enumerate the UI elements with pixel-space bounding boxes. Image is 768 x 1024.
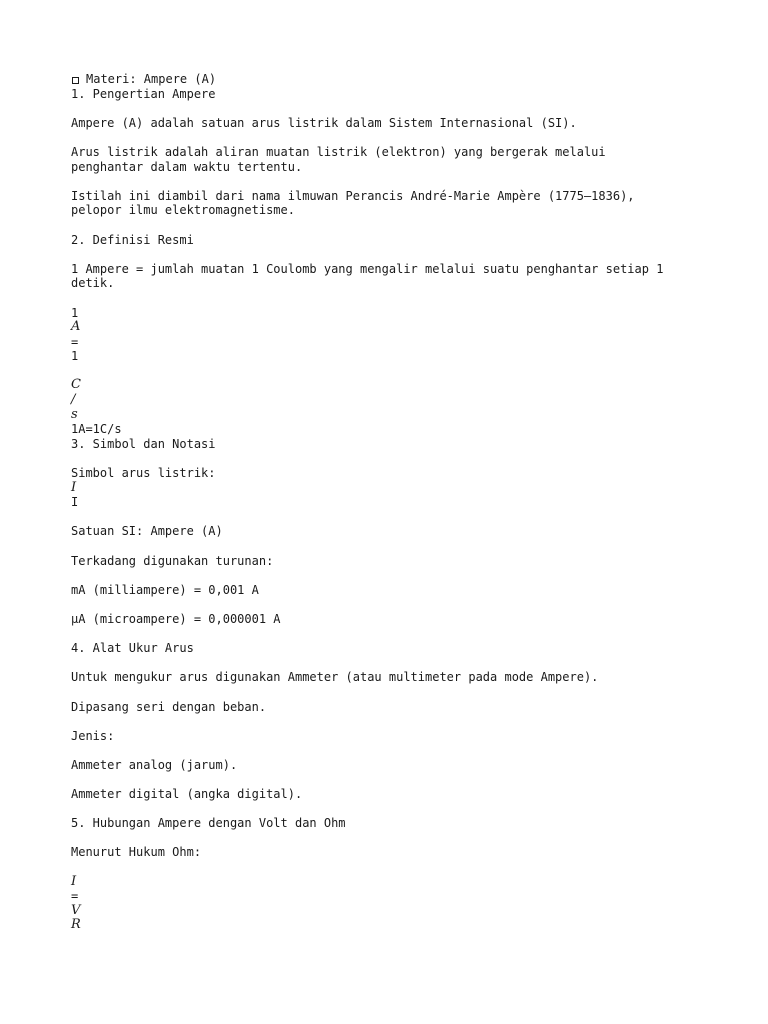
section-5-paragraph-1: Menurut Hukum Ohm: bbox=[71, 845, 202, 860]
equation-1-token: s bbox=[71, 406, 78, 422]
section-4-paragraph-5: Ammeter digital (angka digital). bbox=[71, 787, 303, 802]
section-4-paragraph-1: Untuk mengukur arus digunakan Ammeter (atau multimeter pada mode Ampere). bbox=[71, 670, 599, 685]
section-3-heading: 3. Simbol dan Notasi bbox=[71, 436, 216, 451]
equation-1-plain: 1A=1C/s bbox=[71, 422, 122, 437]
equation-2-token: R bbox=[71, 917, 81, 933]
section-2-paragraph-1-line-1: 1 Ampere = jumlah muatan 1 Coulomb yang mengalir melalui suatu penghantar setiap 1 bbox=[71, 261, 664, 276]
section-2-paragraph-1-line-2: detik. bbox=[71, 276, 115, 291]
section-1-paragraph-2-line-1: Arus listrik adalah aliran muatan listrik (elektron) yang bergerak melalui bbox=[71, 144, 606, 159]
section-1-paragraph-2-line-2: penghantar dalam waktu tertentu. bbox=[71, 159, 303, 174]
section-1-paragraph-3-line-1: Istilah ini diambil dari nama ilmuwan Perancis André-Marie Ampère (1775–1836), bbox=[71, 188, 635, 203]
document-body bbox=[71, 72, 701, 933]
section-4-paragraph-3: Jenis: bbox=[71, 728, 115, 743]
section-5-heading: 5. Hubungan Ampere dengan Volt dan Ohm bbox=[71, 816, 346, 831]
section-1-paragraph-1: Ampere (A) adalah satuan arus listrik dalam Sistem Internasional (SI). bbox=[71, 115, 577, 130]
document-title-text: Materi: Ampere (A) bbox=[86, 72, 217, 86]
document-title bbox=[71, 72, 701, 87]
current-symbol-plain: I bbox=[71, 495, 79, 510]
section-3-paragraph-2: Satuan SI: Ampere (A) bbox=[71, 524, 223, 539]
equation-2-token: I bbox=[71, 873, 77, 889]
equation-1-token: / bbox=[71, 392, 76, 408]
equation-1-token: 1 bbox=[71, 305, 79, 320]
current-symbol-math: I bbox=[71, 479, 77, 495]
section-2-heading: 2. Definisi Resmi bbox=[71, 232, 194, 247]
section-1-heading: 1. Pengertian Ampere bbox=[71, 86, 216, 101]
section-3-paragraph-4: mA (milliampere) = 0,001 A bbox=[71, 582, 259, 597]
section-3-paragraph-1: Simbol arus listrik: bbox=[71, 466, 216, 481]
equation-2-token: V bbox=[71, 902, 81, 918]
section-4-paragraph-2: Dipasang seri dengan beban. bbox=[71, 699, 267, 714]
equation-1-token: A bbox=[71, 319, 81, 335]
equation-1-token: = bbox=[71, 334, 79, 349]
section-1-paragraph-3-line-2: pelopor ilmu elektromagnetisme. bbox=[71, 203, 295, 218]
section-4-heading: 4. Alat Ukur Arus bbox=[71, 641, 194, 656]
section-4-paragraph-4: Ammeter analog (jarum). bbox=[71, 757, 238, 772]
section-3-paragraph-3: Terkadang digunakan turunan: bbox=[71, 553, 274, 568]
square-bullet-icon bbox=[72, 77, 79, 84]
equation-1-token: 1 bbox=[71, 349, 79, 364]
section-3-paragraph-5: μA (microampere) = 0,000001 A bbox=[71, 611, 281, 626]
equation-2-token: = bbox=[71, 889, 79, 904]
equation-1-token: C bbox=[71, 377, 81, 393]
